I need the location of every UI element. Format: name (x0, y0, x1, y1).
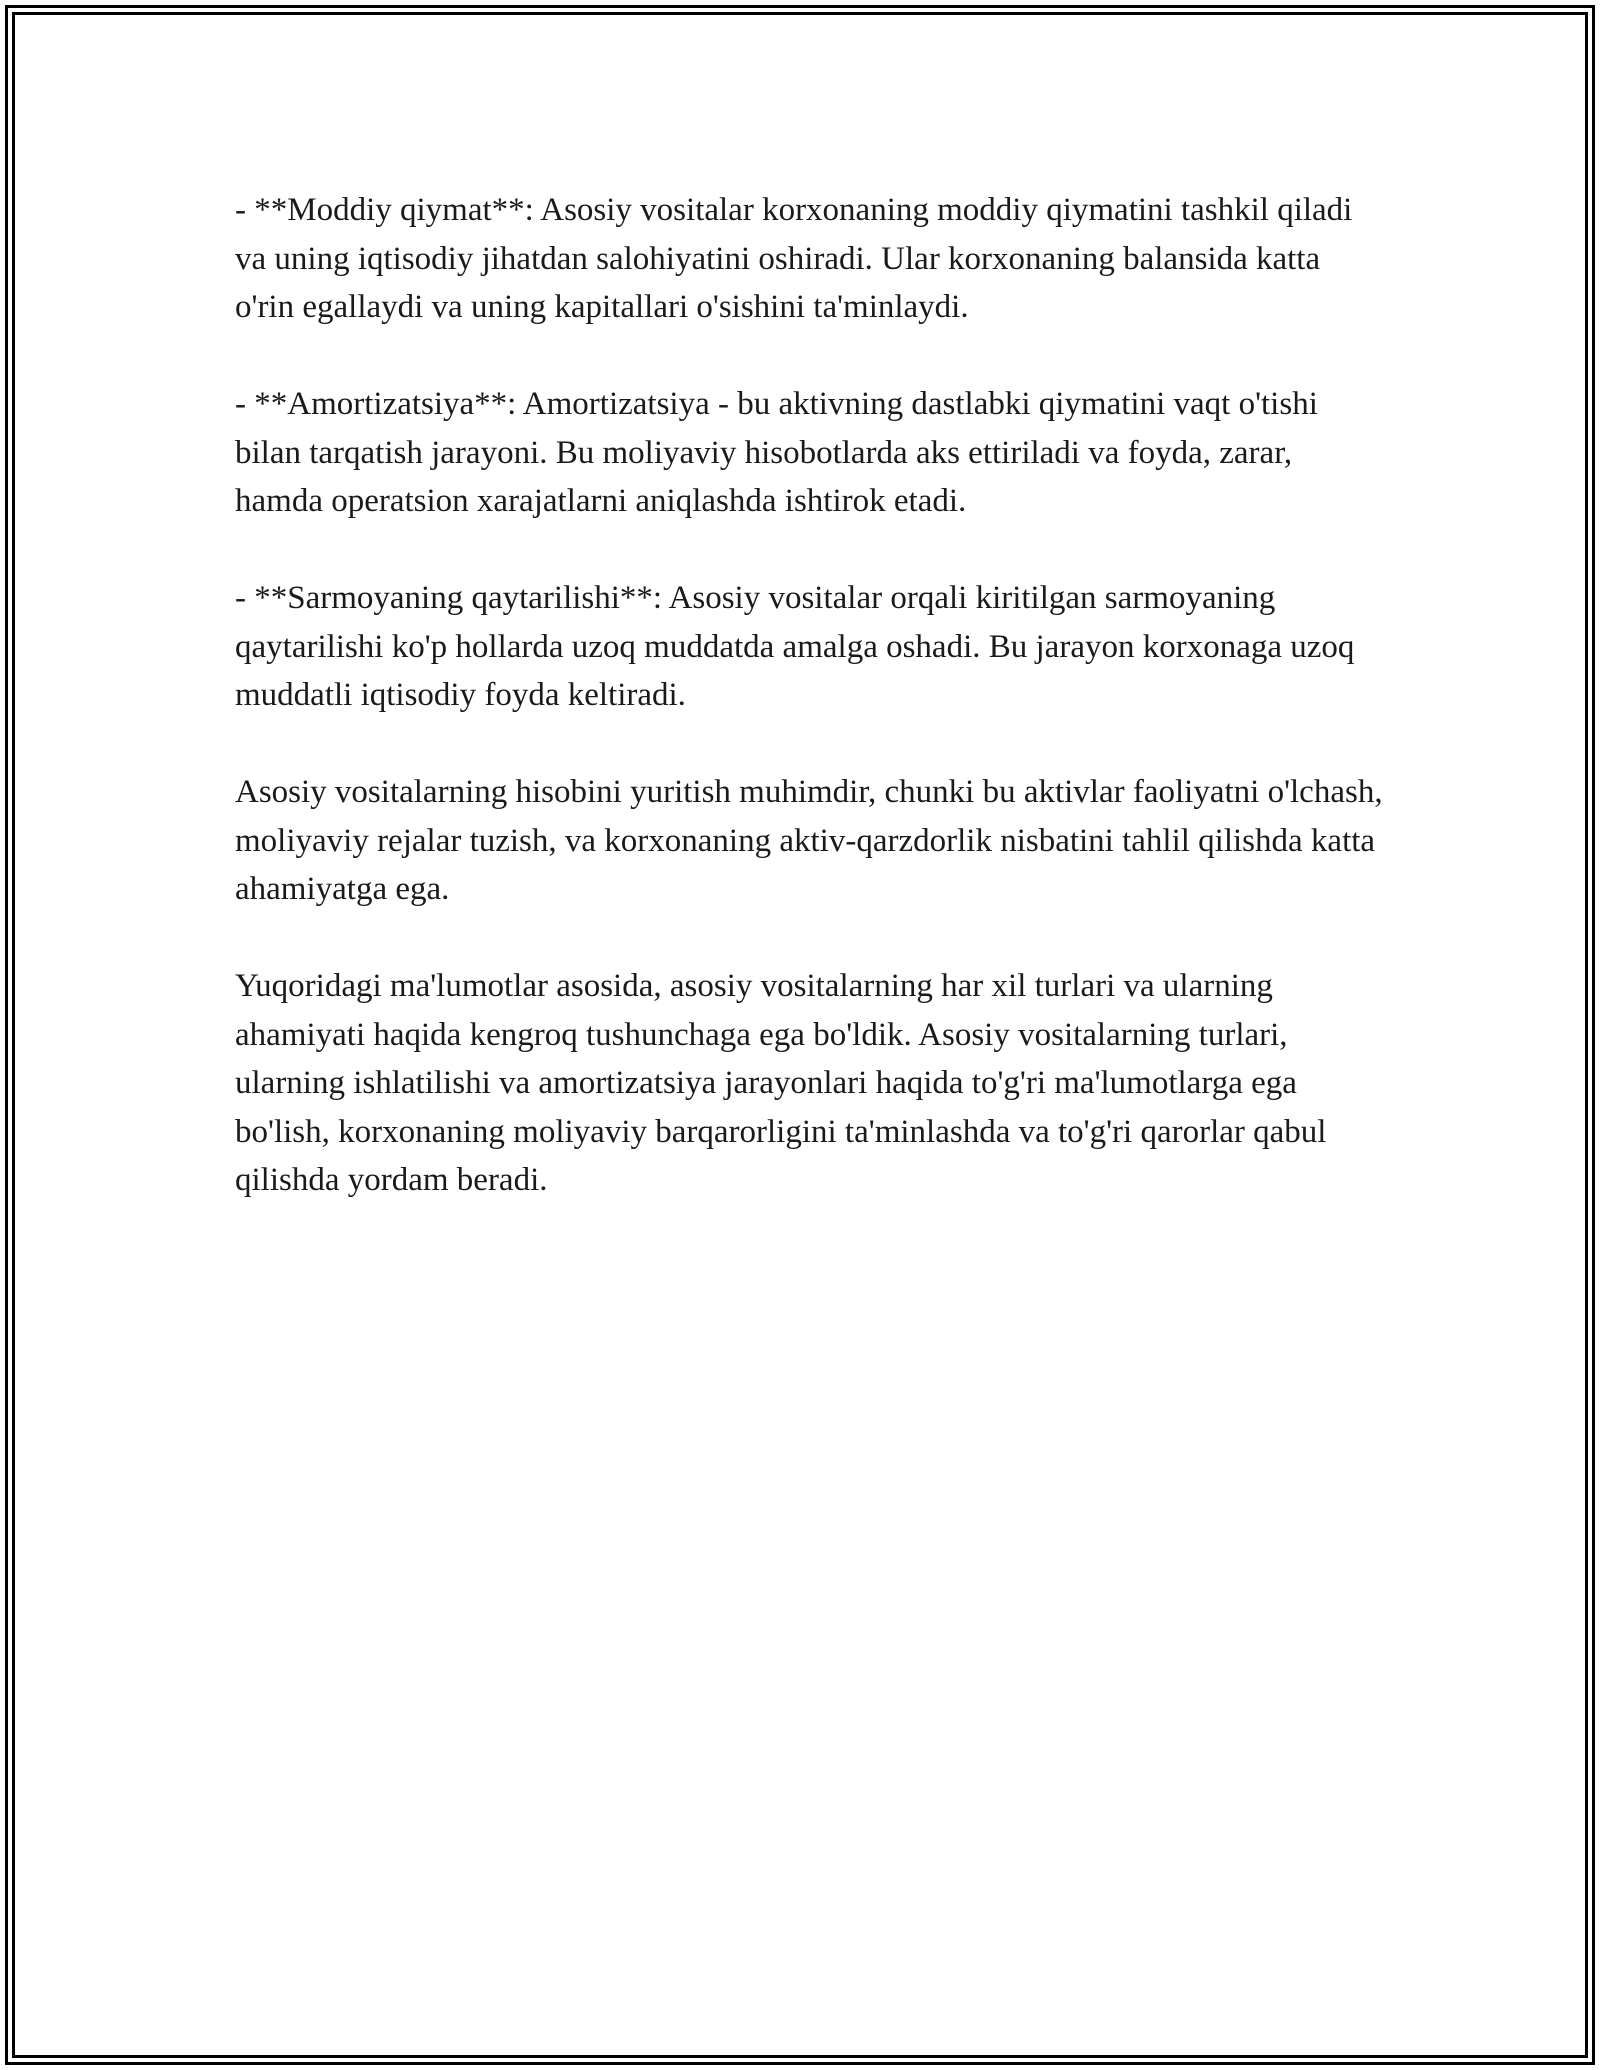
paragraph-xulosa: Yuqoridagi ma'lumotlar asosida, asosiy vositalarning har xil turlari va ularning ahamiyati haqida kengroq tushunchaga ega bo'ldik. Asosiy vositalarning turlari, ularning ishlatilishi va amortizatsiya jarayonlari haqida to'g'ri ma'lumotlarga ega bo'lish, korxonaning moliyaviy barqarorligini ta'minlashda va to'g'ri qarorlar qabul qilishda yordam beradi. (235, 968, 1327, 1198)
document-body (235, 186, 1385, 1253)
paragraph-sarmoyaning-qaytarilishi: - **Sarmoyaning qaytarilishi**: Asosiy vositalar orqali kiritilgan sarmoyaning qaytarilishi ko'p hollarda uzoq muddatda amalga oshadi. Bu jarayon korxonaga uzoq muddatli iqtisodiy foyda keltiradi. (235, 580, 1355, 713)
paragraph-hisob-yuritish: Asosiy vositalarning hisobini yuritish muhimdir, chunki bu aktivlar faoliyatni o'lchash, moliyaviy rejalar tuzish, va korxonaning aktiv-qarzdorlik nisbatini tahlil qilishda katta ahamiyatga ega. (235, 774, 1383, 907)
paragraph-moddiy-qiymat: - **Moddiy qiymat**: Asosiy vositalar korxonaning moddiy qiymatini tashkil qiladi va uning iqtisodiy jihatdan salohiyatini oshiradi. Ular korxonaning balansida katta o'rin egallaydi va uning kapitallari o'sishini ta'minlaydi. (235, 192, 1353, 325)
paragraph-amortizatsiya: - **Amortizatsiya**: Amortizatsiya - bu aktivning dastlabki qiymatini vaqt o'tishi bilan tarqatish jarayoni. Bu moliyaviy hisobotlarda aks ettiriladi va foyda, zarar, hamda operatsion xarajatlarni aniqlashda ishtirok etadi. (235, 386, 1318, 519)
